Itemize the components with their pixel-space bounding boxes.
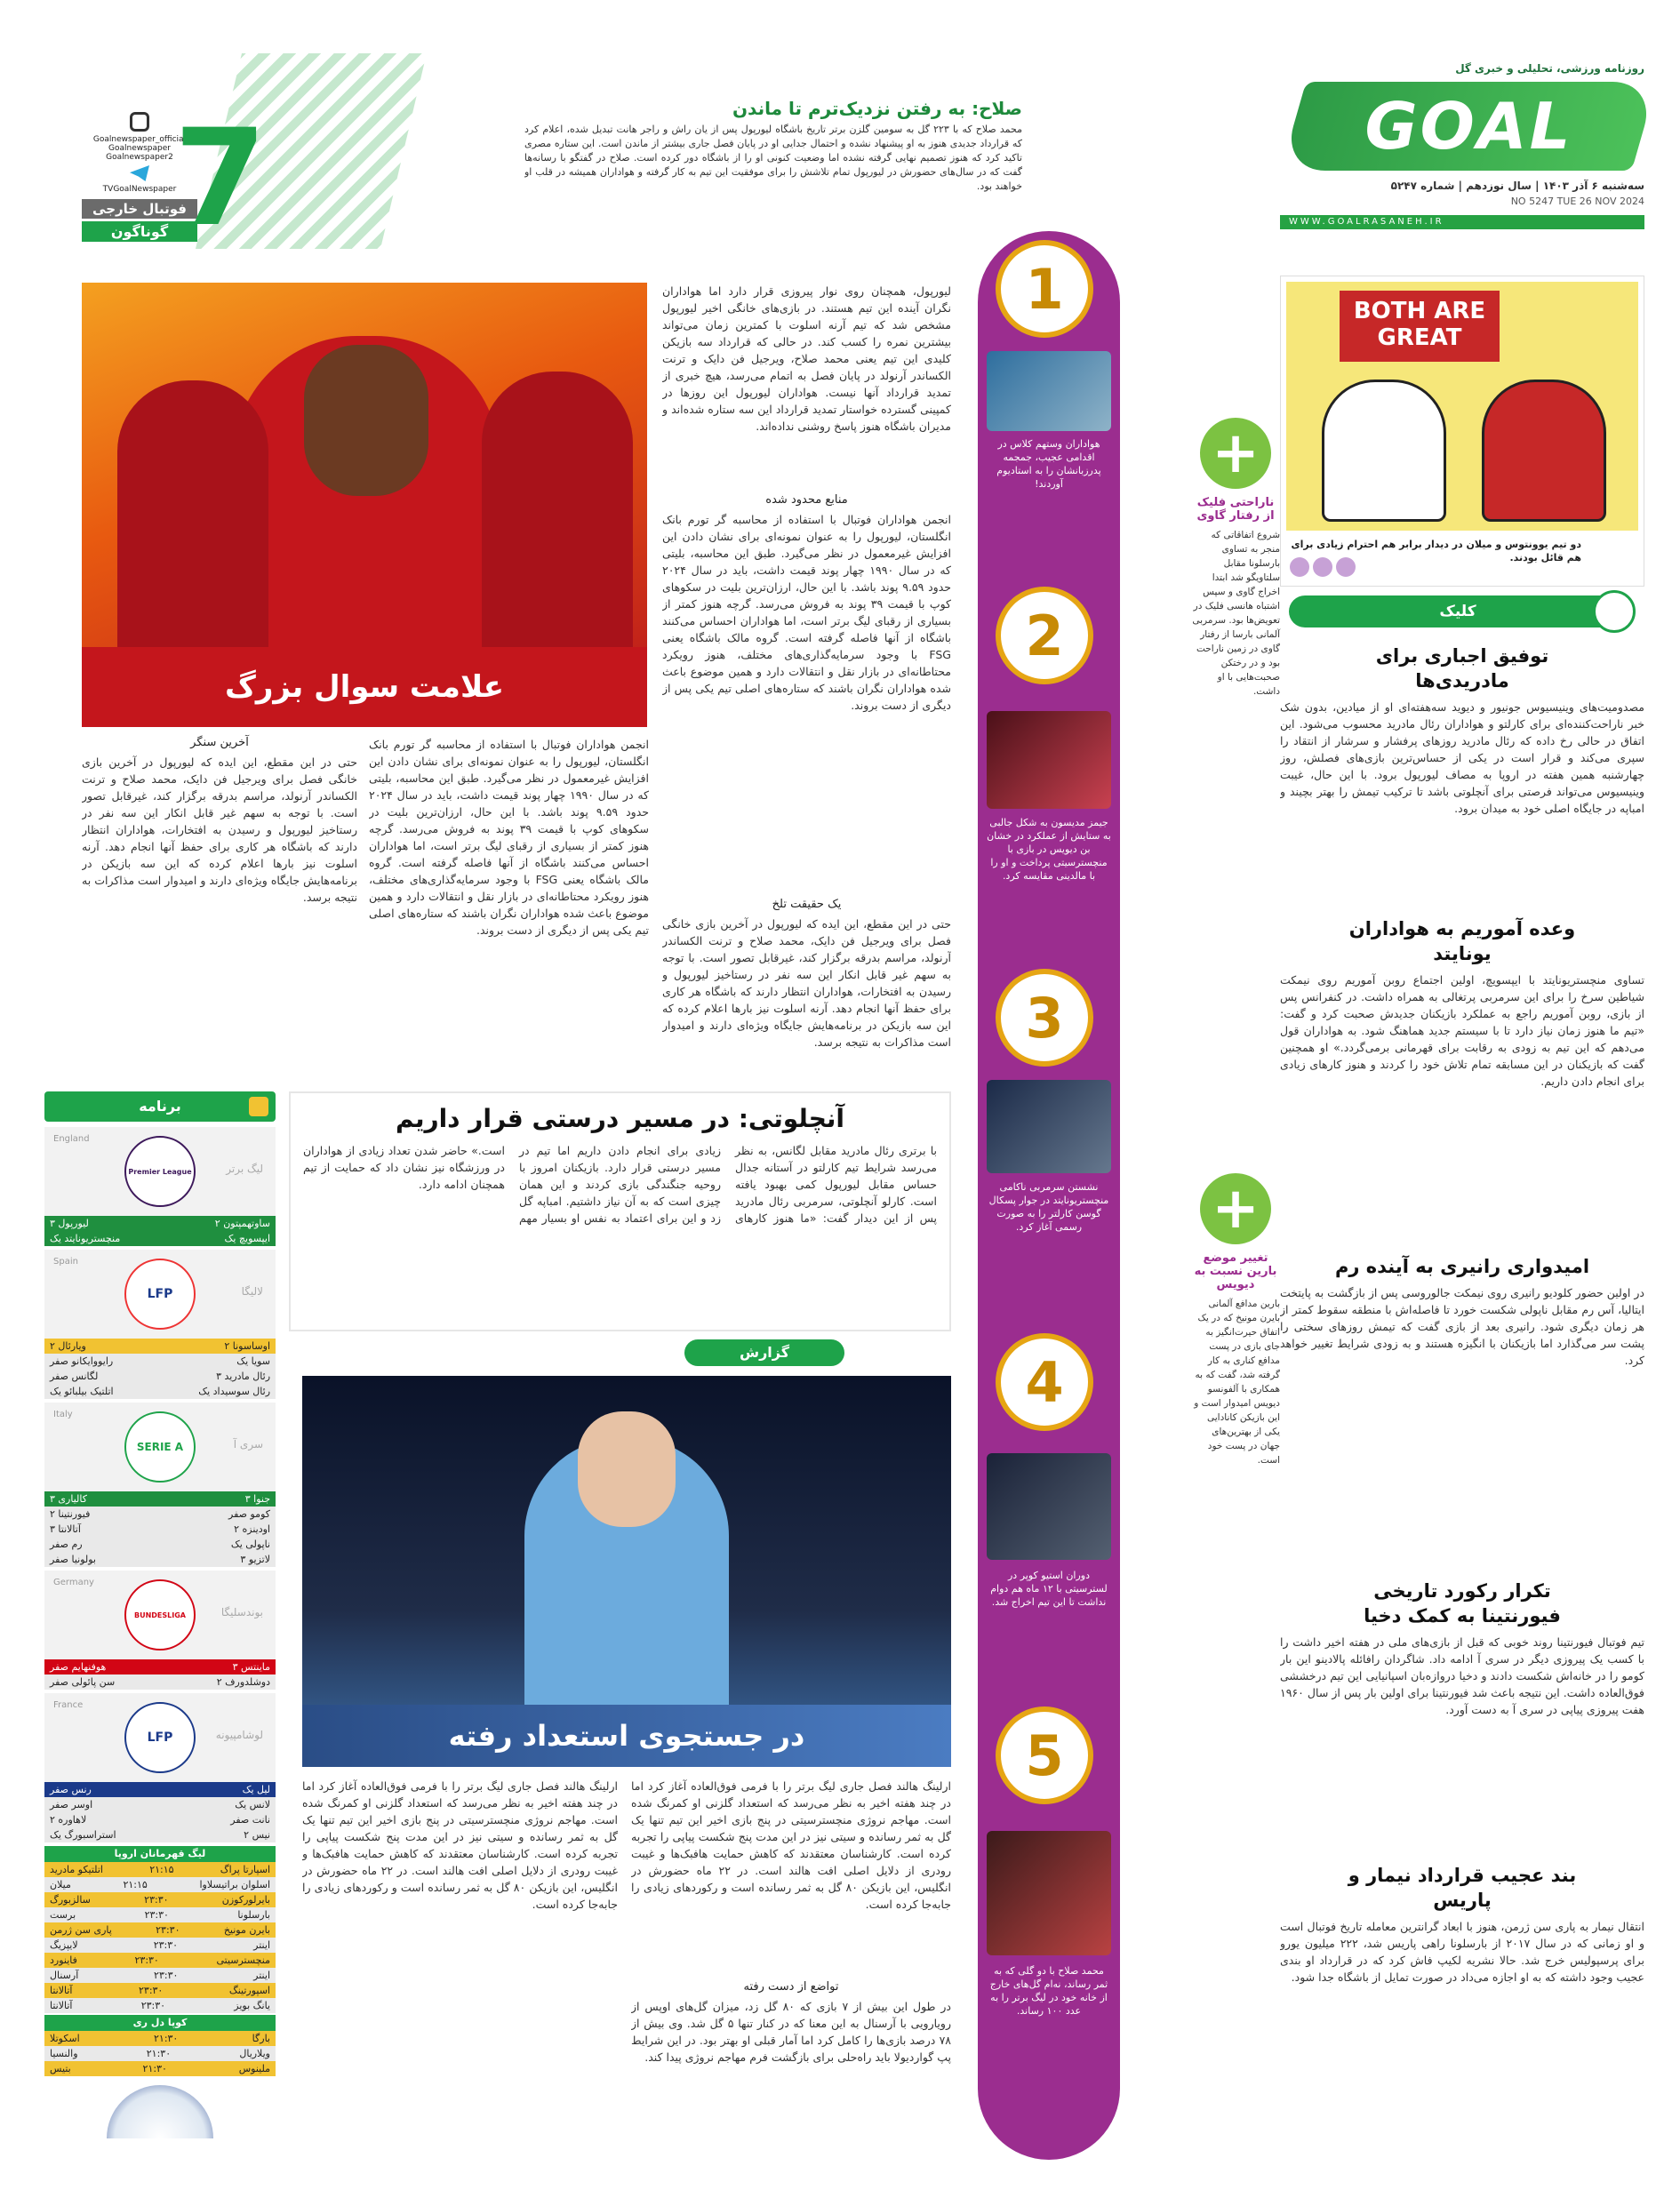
side-note-1	[1191, 418, 1280, 933]
instagram-handle-3[interactable]: Goalnewspaper2	[106, 153, 173, 162]
timeline-caption-1: هواداران وستهم کلاس در اقدامی عجیب، جمجمه پدرزبانشان را به استادیوم آوردند!	[996, 438, 1101, 490]
fixture-team: اسپارتا پراگ	[220, 1864, 270, 1875]
fixture-team: اینتر	[253, 1939, 270, 1951]
click-item-body: تیم فوتبال فیورنتینا روند خوبی که قبل از بازی‌های ملی در هفته اخیر داشت را با کسب یک پیروزی دیگر در سری آ ادامه داد. شاگردان رافائله پالادینو این بار کومو را در خانه‌اش شکست دادند و دخیا دروازه‌بان اسپانیایی این تیم درخششی فوق‌العاده داشت. این نتیجه باعث شد فیورنتینا برای اولین بار پس از سال ۱۹۶۰ هفت پیروزی پیاپی در سری آ به دست آورد.	[1280, 1635, 1644, 1716]
league-name: لوشامپیونه	[215, 1729, 263, 1741]
report-title: در جستجوی استعداد رفته	[448, 1719, 805, 1753]
click-item-body: مصدومیت‌های وینیسیوس جونیور و دیوید سه‌هفته‌ای او از میادین، بدون شک خبر ناراحت‌کننده‌ای برای کارلتو و هواداران رئال مادرید محسوب می‌شود. این اتفاق در حالی رخ داده که رئال مادرید روزهای پرفشار و سرشار از انتقاد را سپری می‌کند و قرار است در یکی از حساس‌ترین بازی‌های فصلش، روز چهارشنبه همین هفته در اروپا به مصاف لیورپول برود. با این حال، غیبت وینیسیوس می‌تواند فرصتی برای آنچلوتی باشد تا ترکیب تیمش را بهتر بچیند و امباپه در جایگاه اصلی خود به میدان برود.	[1280, 700, 1644, 815]
timeline-photo-3	[987, 1080, 1111, 1173]
fixture-time: ۲۱:۱۵	[123, 1879, 148, 1890]
program-header	[44, 1091, 276, 1122]
report-label	[684, 1339, 844, 1366]
timeline-photo-5	[987, 1831, 1111, 1955]
section-misc: گوناگون	[82, 221, 197, 242]
program-header-label: برنامه	[139, 1098, 181, 1115]
football-icon	[107, 2085, 213, 2138]
fixture-row	[44, 1998, 276, 2013]
fixture-row	[44, 2046, 276, 2061]
fixture-team: سالزبورگ	[50, 1894, 91, 1906]
fixture-time: ۲۱:۳۰	[142, 2063, 167, 2074]
click-header-label: کلیک	[1439, 603, 1476, 620]
fixture-team: اسلوان براتیسلاوا	[199, 1879, 270, 1890]
league-country: France	[53, 1700, 84, 1710]
program-column	[44, 1091, 276, 2158]
click-item-title: امیدواری رانیری به آینده رم	[1334, 1256, 1590, 1277]
cartoon-caption: دو تیم یوونتوس و میلان در دیدار برابر هم احترام زیادی برای هم قائل بودند.	[1291, 539, 1581, 563]
league-block-bundesliga	[44, 1571, 276, 1690]
click-item-5	[1280, 1858, 1644, 2151]
fixture-time: ۲۱:۳۰	[146, 2048, 172, 2059]
fixture-row	[44, 1953, 276, 1968]
feature-body-col2: انجمن هواداران فوتبال با استفاده از محاسبه گر تورم بانک انگلستان، لیورپول را به عنوان نمونه‌ای برای نشان دادن این افزایش غیرمعمول در نظر می‌گیرد. طبق این محاسبه، بلیتی که در سال ۱۹۹۰ چهار پوند قیمت داشت، باید در سال ۲۰۲۴ حدود ۹.۵۹ پوند باشد. با این حال، ارزان‌ترین بلیت در سکوهای کوپ با قیمت ۳۹ پوند به فروش می‌رسد. گرچه هنوز کمتر از بسیاری از رقبای لیگ برتر است، اما هواداران احساس می‌کنند باشگاه از آنها فاصله گرفته است. گروه مالک باشگاه یعنی FSG با وجود سرمایه‌گذاری‌های مختلف، هنوز رویکرد محتاطانه‌ای در بازار نقل و انتقالات دارد و همین موضوع باعث شده هواداران نگران باشند که ستاره‌های اصلی تیم یکی پس از دیگری از دست بروند.	[369, 738, 649, 937]
league-logo-text: LFP	[147, 1287, 173, 1301]
timeline-photo-4	[987, 1453, 1111, 1560]
timeline-photo-2	[987, 711, 1111, 809]
fixture-row	[44, 1862, 276, 1877]
emoji-happy-icon[interactable]	[1290, 557, 1309, 577]
website-bar	[1280, 215, 1644, 229]
league-logo-text: Premier League	[128, 1167, 192, 1176]
fixture-team: بارگا	[252, 2033, 270, 2044]
click-item-body: در اولین حضور کلودیو رانیری روی نیمکت جالوروسی پس از بازگشت به پایتخت ایتالیا، آس رم مقابل ناپولی شکست خورد تا فاصله‌اش با منطقه سقوط کمتر از هر زمان دیگری شود. رانیری بعد از بازی گفت که تیمش روزهای سختی را پشت سر می‌گذارد اما بازیکنان با انگیزه هستند و به زودی شرایط تغییر خواهد کرد.	[1280, 1286, 1644, 1367]
league-country: Italy	[53, 1410, 73, 1419]
premier-league-logo-icon	[124, 1136, 196, 1207]
fixture-row: رئال مادرید ۳ لگانس صفر	[44, 1369, 276, 1384]
website[interactable]: WWW.GOALRASANEH.IR	[1289, 217, 1444, 227]
feature-body-col3: حتی در این مقطع، این ایده که لیورپول در آخرین بازی خانگی فصل برای ویرجیل فن دایک، محمد صلاح و ترنت الکساندر آرنولد، مراسم بدرقه برگزار کند، غیرقابل تصور است. با توجه به سهم غیر قابل انکار این سه نفر در رستاخیز لیورپول و رسیدن به افتخارات، هواداران انتظار دارند که باشگاه هر کاری برای حفظ آنها انجام دهد. آرنه اسلوت نیز بارها اعلام کرده که این سه بازیکن در برنامه‌هایش جایگاه ویژه‌ای دارند و امیدوار است مذاکرات به نتیجه برسد.	[82, 755, 357, 904]
fixture-time: ۲۳:۳۰	[156, 1924, 180, 1936]
feature-body-2: انجمن هواداران فوتبال با استفاده از محاسبه گر تورم بانک انگلستان، لیورپول را به عنوان نمونه‌ای برای نشان دادن این افزایش غیرمعمول در نظر می‌گیرد. طبق این محاسبه، بلیتی که در سال ۱۹۹۰ چهار پوند قیمت داشت، باید در سال ۲۰۲۴ حدود ۹.۵۹ پوند باشد. با این حال، ارزان‌ترین بلیت در سکوهای کوپ با قیمت ۳۹ پوند به فروش می‌رسد. گرچه هنوز کمتر از بسیاری از رقبای لیگ برتر است، اما هواداران احساس می‌کنند باشگاه از آنها فاصله گرفته است. گروه مالک باشگاه یعنی FSG با وجود سرمایه‌گذاری‌های مختلف، هنوز رویکرد محتاطانه‌ای در بازار نقل و انتقالات دارد و همین موضوع باعث شده هواداران نگران باشند که ستاره‌های اصلی تیم یکی پس از دیگری از دست بروند.	[662, 513, 951, 712]
fixture-team: اینتر	[253, 1970, 270, 1981]
timeline-badge-2	[996, 587, 1093, 684]
fixture-team: بایرلورکوزن	[221, 1894, 270, 1906]
click-item-1	[1280, 638, 1644, 905]
fixture-row: لانس یک اوسر صفر	[44, 1797, 276, 1812]
feature-title-band	[82, 647, 647, 727]
league-block-seriea	[44, 1403, 276, 1567]
report-body-2: در طول این بیش از ۷ بازی که ۸۰ گل زد، میزان گل‌های اوپس از رویارویی با آرسنال به این معنا که در کنار تنها ۵ گل شد. وی بیش از ۷۸ درصد بازی‌ها را کامل کرد اما آمار قبلی او بهتر بود. در این شرایط پپ گواردیولا باید راه‌حلی برای بازگشت فرم مهاجم نروژی پیدا کند.	[631, 2000, 951, 2064]
fixture-team: اسپورتینگ	[228, 1985, 270, 1996]
top-story-title: صلاح: به رفتن نزدیک‌ترم تا ماندن	[732, 98, 1022, 119]
fixture-time: ۲۳:۳۰	[144, 1909, 169, 1921]
league-country: Germany	[53, 1578, 94, 1587]
league-block-premier	[44, 1127, 276, 1246]
fixture-row: نانت صفر لاهاوره ۲	[44, 1812, 276, 1827]
fixture-row: رئال سوسیداد یک اتلتیک بیلبائو یک	[44, 1384, 276, 1399]
click-item-title: تکرار رکورد تاریخی فیورنتینا به کمک دخیا	[1364, 1580, 1561, 1627]
click-item-3	[1280, 1249, 1644, 1564]
fixture-row: لاتزیو ۳ بولونیا صفر	[44, 1552, 276, 1567]
timeline-badge-4	[996, 1333, 1093, 1431]
cartoon-banner	[1340, 291, 1500, 362]
report-image	[302, 1376, 951, 1767]
fixture-team: اتلتیکو مادرید	[50, 1864, 103, 1875]
logo-text: GOAL	[1364, 89, 1573, 164]
fixture-row	[44, 1922, 276, 1938]
telegram-icon	[130, 165, 149, 181]
report-body-col2: ارلینگ هالند فصل جاری لیگ برتر را با فرمی فوق‌العاده آغاز کرد اما در چند هفته اخیر به نظر می‌رسد که استعداد گلزنی او کمرنگ شده است. مهاجم نروژی منچسترسیتی در پنج بازی اخیر این تیم تنها یک گل به ثمر رسانده و سیتی نیز در این مدت پنج شکست پیاپی را تجربه کرده است. کارشناسان معتقدند که کاهش حمایت هافبک‌ها و غیبت رودری از دلایل اصلی افت هالند است. در ۲۲ ماه حضورش در انگلیس، این بازیکن ۸۰ گل به ثمر رسانده است و رکوردهای زیادی را جابه‌جا کرده است.	[302, 1779, 618, 1911]
plus-icon: +	[1200, 1173, 1271, 1244]
instagram-handle-2[interactable]: Goalnewspaper	[108, 144, 171, 153]
click-item-title: توفیق اجباری برای مادریدی‌ها	[1375, 645, 1549, 691]
fixture-team: بارسلونا	[237, 1909, 270, 1921]
timeline-caption-4: دوران استیو کوپر در لسترسیتی با ۱۲ ماه هم دوام نداشت تا این تیم اخراج شد.	[990, 1570, 1108, 1608]
emoji-sad-icon[interactable]	[1313, 557, 1332, 577]
fixture-row: ماینتس ۳ هوفنهایم صفر	[44, 1659, 276, 1674]
timeline-number: 5	[1025, 1722, 1064, 1788]
fixture-team: والنسیا	[50, 2048, 78, 2059]
side-note-title: ناراحتی فلیک از رفتار گاوی	[1196, 496, 1275, 523]
fixture-row: اودینزه ۲ آتالانتا ۳	[44, 1522, 276, 1537]
fixture-team: فاینورد	[50, 1954, 77, 1966]
fixture-row: ناپولی یک رم صفر	[44, 1537, 276, 1552]
timeline-badge-1	[996, 240, 1093, 338]
feature-title: علامت سوال بزرگ	[225, 669, 504, 705]
section-foreign: فوتبال خارجی	[82, 199, 197, 219]
side-note-title: تغییر موضع بارین نسبت به دیویس	[1194, 1251, 1277, 1291]
league-name: بوندسلیگا	[220, 1606, 263, 1619]
timeline-photo-1	[987, 351, 1111, 431]
cup-header: کوپا دل ری	[44, 2015, 276, 2031]
click-item-title: بند عجیب قرارداد نیمار و پاریس	[1348, 1865, 1577, 1911]
fixture-row	[44, 1968, 276, 1983]
fixture-time: ۲۳:۳۰	[139, 1985, 164, 1996]
side-note-body: شروع اتفاقاتی که منجر به تساوی بارسلونا مقابل سلتاویگو شد ابتدا اخراج گاوی و سپس اشتباه هانسی فلیک در تعویض‌ها بود. سرمربی آلمانی بارسا از رفتار گاوی در زمین ناراحت بود و در رختکن صحبت‌هایی با او داشت.	[1192, 530, 1280, 697]
masthead	[1280, 62, 1644, 240]
feature-sub2: یک حقیقت تلخ	[772, 898, 842, 911]
fixture-team: آتالانتا	[50, 2000, 73, 2011]
timeline-number: 4	[1025, 1349, 1064, 1415]
report-label-text: گزارش	[739, 1344, 790, 1361]
feature-body-3: حتی در این مقطع، این ایده که لیورپول در آخرین بازی خانگی فصل برای ویرجیل فن دایک، محمد صلاح و ترنت الکساندر آرنولد، مراسم بدرقه برگزار کند، غیرقابل تصور است. با توجه به سهم غیر قابل انکار این سه نفر در رستاخیز لیورپول و رسیدن به افتخارات، هواداران انتظار دارند که باشگاه هر کاری برای حفظ آنها انجام دهد. آرنه اسلوت نیز بارها اعلام کرده که این سه بازیکن در برنامه‌هایش جایگاه ویژه‌ای دارند و امیدوار است مذاکرات به نتیجه برسد.	[662, 917, 951, 1049]
fixture-row	[44, 1907, 276, 1922]
cartoon-banner-text: BOTH ARE GREAT	[1353, 298, 1486, 351]
timeline-number: 3	[1025, 985, 1064, 1051]
cup-block	[44, 2015, 276, 2076]
timeline-caption-3: نشستن سرمربی ناکامی منچستریونایتد در جوار پسکال گوسن کارلتر را به صورت رسمی آغاز کرد.	[988, 1181, 1109, 1233]
fixture-row: لیل یک رنس صفر	[44, 1782, 276, 1797]
ucl-header: لیگ قهرمانان اروپا	[44, 1846, 276, 1862]
league-logo-text: LFP	[147, 1730, 173, 1745]
league-logo-text: BUNDESLIGA	[134, 1611, 186, 1619]
fixture-team: منچسترسیتی	[216, 1954, 270, 1966]
side-note-2	[1191, 1173, 1280, 1671]
league-block-ligue1	[44, 1693, 276, 1842]
page-number-seven: 7	[173, 101, 267, 256]
masthead-top-line: روزنامه ورزشی، تحلیلی و خبری گل	[1455, 62, 1644, 75]
fixture-time: ۲۳:۳۰	[140, 2000, 166, 2011]
timeline-number: 2	[1025, 603, 1064, 668]
fixture-time: ۲۳:۳۰	[144, 1894, 169, 1906]
date-en: NO 5247 TUE 26 NOV 2024	[1510, 196, 1644, 207]
fixture-team: لایپزیگ	[50, 1939, 78, 1951]
instagram-icon	[130, 112, 149, 132]
fixture-team: آرسنال	[50, 1970, 79, 1981]
fixture-team: آتالانتا	[50, 1985, 73, 1996]
click-icon	[1593, 590, 1636, 633]
cartoon-image	[1286, 282, 1638, 531]
fixture-row: ایپسویچ یک منچستریونایتد یک	[44, 1231, 276, 1246]
timeline-badge-5	[996, 1706, 1093, 1804]
feature-image	[82, 283, 647, 727]
fixture-row: نیس ۲ استراسبورگ یک	[44, 1827, 276, 1842]
fixture-row	[44, 2031, 276, 2046]
fixture-row	[44, 1877, 276, 1892]
fixture-row	[44, 1892, 276, 1907]
date-line: سه‌شنبه ۶ آذر ۱۴۰۳ | سال نوزدهم | شماره ۵۲۴۷	[1390, 180, 1644, 192]
fixture-row	[44, 1938, 276, 1953]
league-name: سری آ	[233, 1438, 263, 1451]
cartoon-box	[1280, 276, 1644, 587]
feature-sub3: آخرین سنگر	[190, 736, 249, 749]
click-item-body: انتقال نیمار به پاری سن ژرمن، هنوز با ابعاد گرانترین معامله تاریخ فوتبال است و او زمانی که در سال ۲۰۱۷ از بارسلونا راهی پاریس شد، ۲۲۲ میلیون یورو برای پرسپولیس خرج شد. حالا نشریه لکیپ فاش کرد که در قرارداد او بندی عجیب وجود داشته که به او اجازه می‌داد در صورت تمایل از باشگاه جدا شود.	[1280, 1920, 1644, 1984]
plus-icon: +	[1200, 418, 1271, 489]
logo	[1293, 82, 1644, 171]
fixture-team: اسکوتلا	[50, 2033, 80, 2044]
fixture-row	[44, 1983, 276, 1998]
fixture-row: ساوتهمپتون ۲ لیورپول ۳	[44, 1216, 276, 1231]
top-story-body: محمد صلاح که با ۲۲۳ گل به سومین گلزن برتر تاریخ باشگاه لیورپول پس از یان راش و راجر هانت تبدیل شده، اعلام کرد که قرارداد جدیدی هنوز به او پیشنهاد نشده و احتمال جدایی او در پایان فصل جاری بیشتر از ماندن است. این ستاره مصری تاکید کرد که هنوز تصمیم نهایی گرفته نشده اما وضعیت کنونی او را از باشگاه دور کرده است. صلاح در گفتگو با رسانه‌ها گفت که در سال‌های حضورش در لیورپول تمام تلاشش را برای موفقیت این تیم به کار گرفته و هواداران همیشه در قلب او خواهند بود.	[524, 124, 1022, 192]
telegram-handle[interactable]: TVGoalNewspaper	[102, 185, 177, 194]
program-header-badge-icon	[249, 1097, 268, 1116]
feature-body: لیورپول، همچنان روی نوار پیروزی قرار دارد اما هواداران نگران آینده این تیم هستند. در بازی‌های خانگی اخیر لیورپول مشخص شد که تیم آرنه اسلوت با کمترین زمان می‌تواند بیشترین نمره را کسب کند. در حالی که قرارداد سه بازیکن کلیدی این تیم یعنی محمد صلاح، ویرجیل فن دایک و ترنت الکساندر آرنولد در پایان فصل به اتمام می‌رسد، هیچ خبری از تمدید قرارداد آنها نیست. هواداران لیورپول این روزها در کمپینی گسترده خواستار تمدید قرارداد این سه ستاره شده‌اند و مدیران باشگاه هنوز پاسخ روشنی نداده‌اند.	[662, 284, 951, 433]
fixture-team: برست	[50, 1909, 76, 1921]
click-item-2	[1280, 911, 1644, 1240]
fixture-team: بتیس	[50, 2063, 71, 2074]
timeline-badge-3	[996, 969, 1093, 1067]
bundesliga-logo-icon	[124, 1579, 196, 1650]
ancelotti-box	[289, 1091, 951, 1331]
click-header	[1289, 595, 1627, 627]
click-item-title: وعده آموریم به هواداران یونایتد	[1348, 918, 1576, 964]
fixture-time: ۲۱:۳۰	[154, 2033, 179, 2044]
serie-a-logo-icon	[124, 1411, 196, 1483]
fixture-row: سویا یک رایووایکانو صفر	[44, 1354, 276, 1369]
report-sub: تواضع از دست رفته	[743, 1980, 839, 1994]
header-green-wedge	[427, 53, 533, 249]
league-country: Spain	[53, 1257, 78, 1267]
fixture-time: ۲۱:۱۵	[149, 1864, 174, 1875]
timeline-caption-2: جیمز مدیسون به شکل جالبی به ستایش از عملکرد در خشان بن دیویس در بازی با منچسترسیتی پرداخت و او را با مالدینی مقایسه کرد.	[987, 817, 1111, 882]
timeline-caption-5: محمد صلاح با دو گلی که به ثمر رساند، نه‌ام گل‌های خارج از خانه خود در لیگ برتر را به عدد ۱۰۰ رساند.	[989, 1965, 1108, 2017]
fixture-team: یانگ بویز	[234, 2000, 270, 2011]
fixture-row: کومو صفر فیورنتینا ۲	[44, 1507, 276, 1522]
side-note-body: بارین مدافع آلمانی بایرن مونیخ که در یک اتفاق حیرت‌انگیز به جای بازی در پست مدافع کناری به کار گرفته شد، گفت که به همکاری با آلفونسو دیویس امیدوار است و این بازیکن کانادایی یکی از بهترین‌های جهان در پست خود است.	[1194, 1299, 1280, 1466]
ligue1-logo-icon	[124, 1702, 196, 1773]
league-country: England	[53, 1134, 90, 1144]
fixture-row: جنوا ۳ کالیاری ۳	[44, 1491, 276, 1507]
fixture-row	[44, 2061, 276, 2076]
fixture-time: ۲۳:۳۰	[153, 1939, 179, 1951]
emoji-icons	[1290, 557, 1356, 577]
ancelotti-title: آنچلوتی: در مسیر درستی قرار داریم	[395, 1104, 845, 1133]
fixture-row: دوشلدورف ۲ سن پائولی صفر	[44, 1674, 276, 1690]
league-block-laliga	[44, 1250, 276, 1399]
league-logo-text: SERIE A	[136, 1441, 184, 1453]
report-body: ارلینگ هالند فصل جاری لیگ برتر را با فرمی فوق‌العاده آغاز کرد اما در چند هفته اخیر به نظر می‌رسد که استعداد گلزنی او کمرنگ شده است. مهاجم نروژی منچسترسیتی در پنج بازی اخیر این تیم تنها یک گل به ثمر رسانده و سیتی نیز در این مدت پنج شکست پیاپی را تجربه کرده است. کارشناسان معتقدند که کاهش حمایت هافبک‌ها و غیبت رودری از دلایل اصلی افت هالند است. در ۲۲ ماه حضورش در انگلیس، این بازیکن ۸۰ گل به ثمر رسانده است و رکوردهای زیادی را جابه‌جا کرده است.	[631, 1779, 951, 1911]
league-name: لیگ برتر	[226, 1163, 263, 1175]
fixture-team: ملینوس	[238, 2063, 270, 2074]
fixture-team: ویلاریال	[239, 2048, 270, 2059]
feature-sub1: منابع محدود شده	[765, 493, 848, 507]
click-item-body: تساوی منچستریونایتد با ایپسویچ، اولین اجتماع روبن آموریم روی نیمکت شیاطین سرخ را برای این سرمربی پرتغالی به همراه داشت. در کنفرانس پس از بازی، روبن آموریم راجع به عملکرد بازیکنان جدیدش صحبت کرد و گفت: «تیم ما هنوز زمان نیاز دارد تا با سیستم جدید هماهنگ شود. به هواداران قول می‌دهم که این تیم به زودی به رقابت برای قهرمانی برمی‌گردد.» او همچنین گفت که بازیکنان در این مسابقه تمام تلاش خود را کردند و هنوز کارهای زیادی برای انجام دادن داریم.	[1280, 973, 1644, 1088]
instagram-handle[interactable]: Goalnewspaper_official	[92, 135, 187, 144]
fixture-team: پاری سن ژرمن	[50, 1924, 112, 1936]
top-story	[524, 98, 1022, 267]
fixture-team: بایرن مونیخ	[223, 1924, 270, 1936]
timeline	[960, 231, 1182, 2160]
league-name: لالیگا	[241, 1285, 263, 1298]
ucl-block	[44, 1846, 276, 2013]
laliga-logo-icon	[124, 1259, 196, 1330]
timeline-number: 1	[1025, 256, 1064, 322]
fixture-time: ۲۳:۳۰	[134, 1954, 159, 1966]
ancelotti-body: با برتری رئال مادرید مقابل لگانس، به نظر می‌رسد شرایط تیم کارلتو در آستانه جدال حساس مقابل لیورپول کمی بهبود یافته است. کارلو آنچلوتی، سرمربی رئال مادرید پس از این دیدار گفت: «ما هنوز کارهای زیادی برای انجام دادن داریم اما تیم در مسیر درستی قرار دارد. بازیکنان امروز با روحیه جنگندگی بازی کردند و این همان چیزی است که به آن نیاز داشتیم. امباپه گل زد و این برای اعتماد به نفس او بسیار مهم است.» حاضر شدن تعداد زیادی از هواداران در ورزشگاه نیز نشان داد که حمایت از تیم همچنان ادامه دارد.	[303, 1144, 937, 1225]
fixture-time: ۲۳:۳۰	[154, 1970, 179, 1981]
emoji-neutral-icon[interactable]	[1336, 557, 1356, 577]
fixture-team: میلان	[50, 1879, 71, 1890]
fixture-row: اوساسونا ۲ ویارئال ۲	[44, 1339, 276, 1354]
report-title-band	[302, 1705, 951, 1767]
click-item-4	[1280, 1573, 1644, 1849]
